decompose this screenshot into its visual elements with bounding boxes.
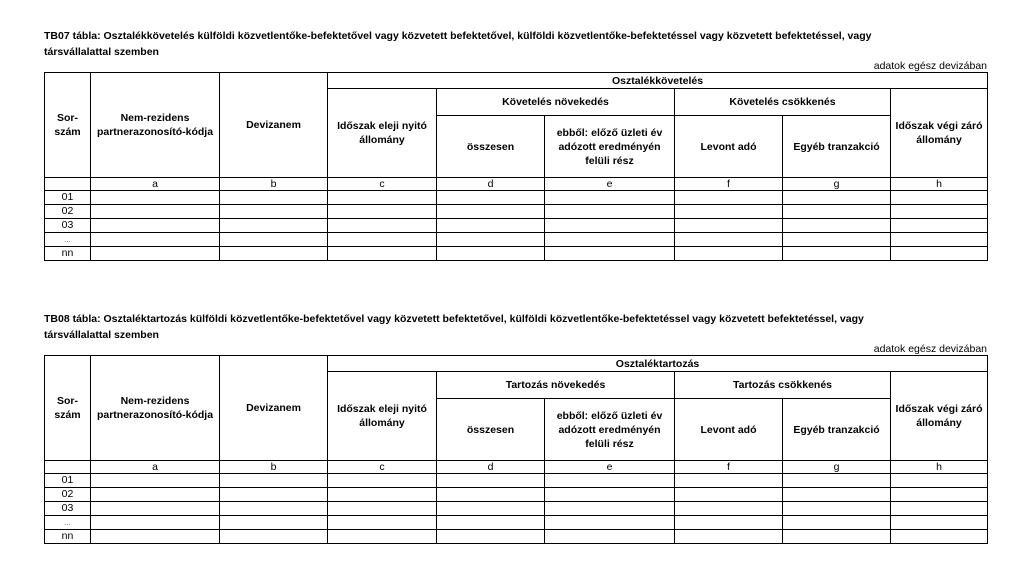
data-cell[interactable] [220,233,328,247]
col-header-partner-id: Nem-rezidens partnerazonosító-kódja [91,356,220,461]
tb07-section [44,28,987,261]
data-cell[interactable] [783,233,891,247]
main-header: Osztalékkövetelés [328,73,988,89]
data-cell[interactable] [437,488,545,502]
column-letter-row [45,461,988,474]
data-cell[interactable] [220,191,328,205]
data-cell[interactable] [545,530,675,544]
form-table [44,72,988,261]
table-title-line1: TB07 tábla: Osztalékkövetelés külföldi közvetlentőke-befektetővel vagy közvetett befektetővel, külföldi közvetlentőke-befektetéssel vagy közvetett befektetéssel, vagy [44,30,872,42]
row-number: 01 [45,191,91,205]
data-cell[interactable] [328,502,437,516]
table-title [44,311,987,343]
col-header-egyeb-tranzakcio: Egyéb tranzakció [783,116,891,178]
row-number: ... [45,233,91,247]
col-header-ebbol: ebből: előző üzleti év adózott eredményén felüli rész [545,116,675,178]
letter-cell-blank [45,461,91,474]
data-cell[interactable] [437,219,545,233]
col-header-opening-balance: Időszak eleji nyitó állomány [328,89,437,178]
column-letter: f [675,461,783,474]
data-cell[interactable] [91,205,220,219]
data-cell[interactable] [437,205,545,219]
column-letter: c [328,461,437,474]
letter-cell-blank [45,178,91,191]
tb08-section [44,311,987,544]
column-letter-row [45,178,988,191]
data-cell[interactable] [891,191,988,205]
data-cell[interactable] [675,488,783,502]
unit-note: adatok egész devizában [873,60,987,72]
main-header: Osztaléktartozás [328,356,988,372]
row-number: 01 [45,474,91,488]
column-letter: h [891,178,988,191]
data-cell[interactable] [545,474,675,488]
data-cell[interactable] [891,205,988,219]
row-number: 03 [45,219,91,233]
data-cell[interactable] [220,488,328,502]
group-header-increase: Követelés növekedés [437,89,675,116]
row-number: 03 [45,502,91,516]
data-cell[interactable] [328,474,437,488]
unit-note: adatok egész devizában [873,343,987,355]
data-cell[interactable] [91,516,220,530]
col-header-closing-balance: Időszak végi záró állomány [891,372,988,461]
column-letter: a [91,178,220,191]
table-row [45,219,988,233]
data-cell[interactable] [220,502,328,516]
data-cell[interactable] [328,516,437,530]
column-letter: a [91,461,220,474]
data-cell[interactable] [891,247,988,261]
data-cell[interactable] [545,516,675,530]
column-letter: e [545,461,675,474]
col-header-levont-ado: Levont adó [675,116,783,178]
data-cell[interactable] [437,530,545,544]
col-header-egyeb-tranzakcio: Egyéb tranzakció [783,399,891,461]
data-cell[interactable] [437,233,545,247]
data-cell[interactable] [783,502,891,516]
data-cell[interactable] [545,488,675,502]
table-title-line2: társvállalattal szemben [44,329,159,341]
column-letter: g [783,461,891,474]
data-cell[interactable] [220,219,328,233]
data-cell[interactable] [328,488,437,502]
group-header-decrease: Tartozás csökkenés [675,372,891,399]
col-header-opening-balance: Időszak eleji nyitó állomány [328,372,437,461]
data-cell[interactable] [220,516,328,530]
data-cell[interactable] [675,516,783,530]
group-header-decrease: Követelés csökkenés [675,89,891,116]
data-cell[interactable] [545,502,675,516]
data-cell[interactable] [91,530,220,544]
data-cell[interactable] [91,191,220,205]
col-header-osszesen: összesen [437,116,545,178]
data-cell[interactable] [783,516,891,530]
data-cell[interactable] [675,530,783,544]
data-cell[interactable] [891,516,988,530]
data-cell[interactable] [437,191,545,205]
column-letter: e [545,178,675,191]
data-cell[interactable] [675,502,783,516]
data-cell[interactable] [91,247,220,261]
data-cell[interactable] [783,474,891,488]
form-table [44,355,988,544]
col-header-ebbol: ebből: előző üzleti év adózott eredményén felüli rész [545,399,675,461]
table-row [45,488,988,502]
data-cell[interactable] [783,247,891,261]
data-cell[interactable] [783,191,891,205]
data-cell[interactable] [437,247,545,261]
data-cell[interactable] [437,502,545,516]
column-letter: d [437,178,545,191]
data-cell[interactable] [328,205,437,219]
table-row [45,233,988,247]
data-cell[interactable] [675,219,783,233]
column-letter: b [220,461,328,474]
data-cell[interactable] [675,233,783,247]
col-header-devizanem: Devizanem [220,356,328,461]
row-number: ... [45,516,91,530]
table-title-line1: TB08 tábla: Osztaléktartozás külföldi közvetlentőke-befektetővel vagy közvetett befektetővel, külföldi közvetlentőke-befektetéssel vagy közvetett befektetéssel, vagy [44,313,864,325]
row-number: nn [45,530,91,544]
data-cell[interactable] [437,516,545,530]
table-row [45,247,988,261]
data-cell[interactable] [545,233,675,247]
column-letter: d [437,461,545,474]
data-cell[interactable] [437,474,545,488]
column-letter: g [783,178,891,191]
data-cell[interactable] [328,530,437,544]
data-cell[interactable] [891,488,988,502]
data-cell[interactable] [783,205,891,219]
table-row [45,474,988,488]
data-cell[interactable] [891,502,988,516]
data-cell[interactable] [783,488,891,502]
column-letter: f [675,178,783,191]
data-cell[interactable] [91,219,220,233]
data-cell[interactable] [220,530,328,544]
data-cell[interactable] [545,247,675,261]
data-cell[interactable] [675,191,783,205]
col-header-partner-id: Nem-rezidens partnerazonosító-kódja [91,73,220,178]
data-cell[interactable] [220,247,328,261]
data-cell[interactable] [891,219,988,233]
data-cell[interactable] [91,488,220,502]
table-row [45,205,988,219]
data-cell[interactable] [545,191,675,205]
data-cell[interactable] [328,247,437,261]
table-row [45,530,988,544]
data-cell[interactable] [91,502,220,516]
data-cell[interactable] [328,219,437,233]
table-row [45,502,988,516]
col-header-closing-balance: Időszak végi záró állomány [891,89,988,178]
data-cell[interactable] [783,219,891,233]
table-row [45,191,988,205]
col-header-devizanem: Devizanem [220,73,328,178]
data-cell[interactable] [675,247,783,261]
data-cell[interactable] [328,233,437,247]
col-header-levont-ado: Levont adó [675,399,783,461]
column-letter: h [891,461,988,474]
data-cell[interactable] [91,474,220,488]
data-cell[interactable] [220,205,328,219]
col-header-sorszam: Sor- szám [45,73,91,178]
col-header-sorszam: Sor- szám [45,356,91,461]
data-cell[interactable] [783,530,891,544]
data-cell[interactable] [545,219,675,233]
column-letter: b [220,178,328,191]
data-cell[interactable] [891,474,988,488]
row-number: nn [45,247,91,261]
data-cell[interactable] [328,191,437,205]
data-cell[interactable] [675,474,783,488]
row-number: 02 [45,488,91,502]
data-cell[interactable] [545,205,675,219]
table-row [45,516,988,530]
row-number: 02 [45,205,91,219]
table-title [44,28,987,60]
data-cell[interactable] [220,474,328,488]
data-cell[interactable] [675,205,783,219]
column-letter: c [328,178,437,191]
group-header-increase: Tartozás növekedés [437,372,675,399]
table-title-line2: társvállalattal szemben [44,46,159,58]
col-header-osszesen: összesen [437,399,545,461]
data-cell[interactable] [891,233,988,247]
data-cell[interactable] [91,233,220,247]
data-cell[interactable] [891,530,988,544]
